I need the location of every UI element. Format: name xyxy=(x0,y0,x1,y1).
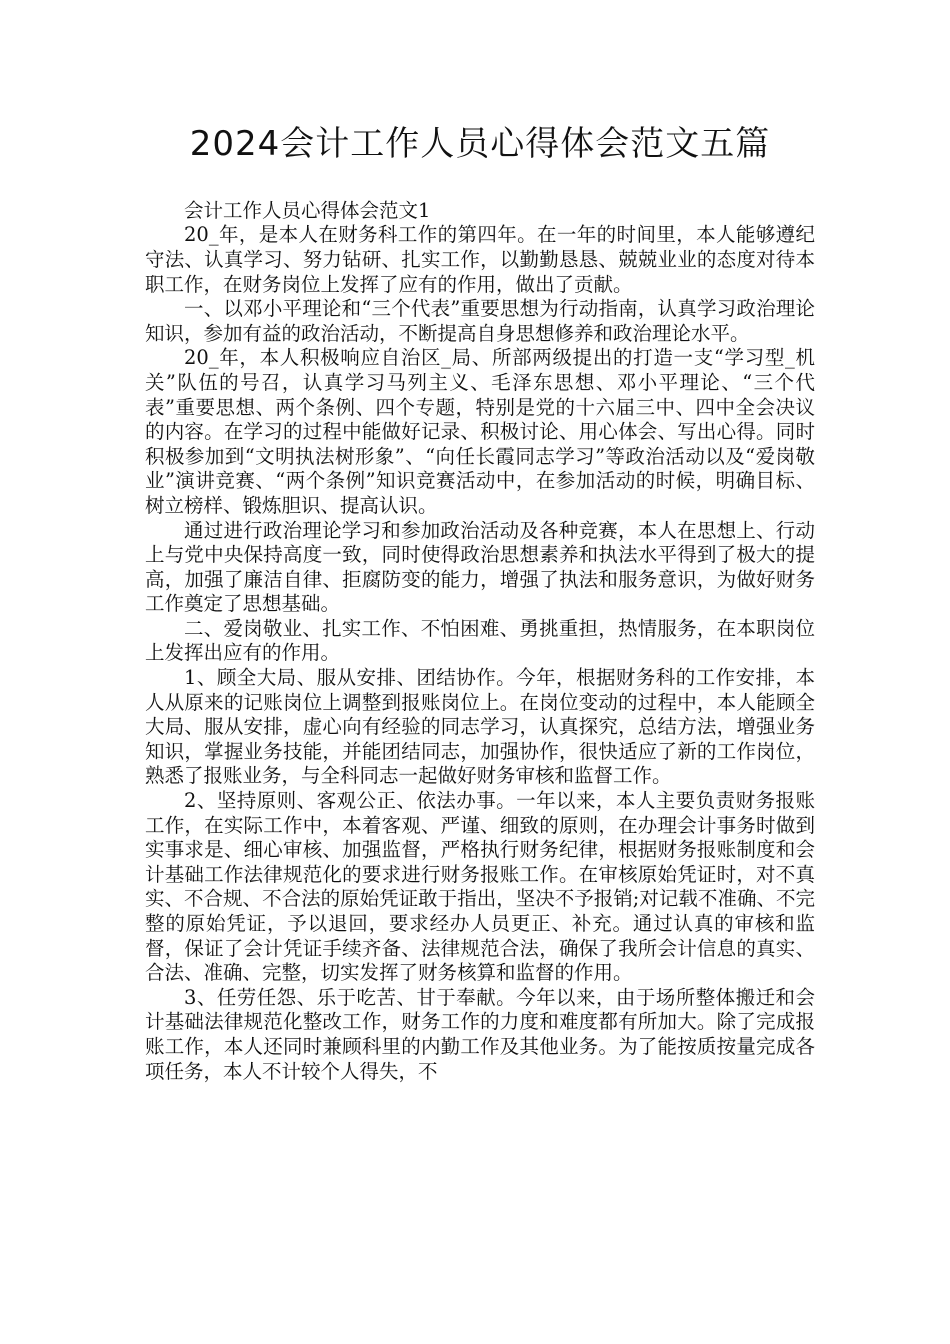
paragraph: 二、爱岗敬业、扎实工作、不怕困难、勇挑重担，热情服务，在本职岗位上发挥出应有的作用。 xyxy=(145,616,815,665)
paragraph: 20_年，本人积极响应自治区_局、所部两级提出的打造一支“学习型_机关”队伍的号召，认真学习马列主义、毛泽东思想、邓小平理论、“三个代表”重要思想、两个条例、四个专题，特别是党的十六届三中、四中全会决议的内容。在学习的过程中能做好记录、积极讨论、用心体会、写出心得。同时积极参加到“文明执法树形象”、“向任长霞同志学习”等政治活动以及“爱岗敬业”演讲竞赛、“两个条例”知识竞赛活动中，在参加活动的时候，明确目标、树立榜样、锻炼胆识、提高认识。 xyxy=(145,346,815,517)
paragraph: 1、顾全大局、服从安排、团结协作。今年，根据财务科的工作安排，本人从原来的记账岗位上调整到报账岗位上。在岗位变动的过程中，本人能顾全大局、服从安排，虚心向有经验的同志学习，认真探究，总结方法，增强业务知识，掌握业务技能，并能团结同志，加强协作，很快适应了新的工作岗位，熟悉了报账业务，与全科同志一起做好财务审核和监督工作。 xyxy=(145,666,815,788)
document-title: 2024会计工作人员心得体会范文五篇 xyxy=(189,124,771,164)
paragraph: 一、以邓小平理论和“三个代表”重要思想为行动指南，认真学习政治理论知识，参加有益的政治活动，不断提高自身思想修养和政治理论水平。 xyxy=(145,297,815,345)
paragraph: 3、任劳任怨、乐于吃苦、甘于奉献。今年以来，由于场所整体搬迁和会计基础法律规范化整改工作，财务工作的力度和难度都有所加大。除了完成报账工作，本人还同时兼顾科里的内勤工作及其他业务。为了能按质按量完成各项任务，本人不计较个人得失，不 xyxy=(145,985,815,1083)
paragraph: 通过进行政治理论学习和参加政治活动及各种竞赛，本人在思想上、行动上与党中央保持高度一致，同时使得政治思想素养和执法水平得到了极大的提高，加强了廉洁自律、拒腐防变的能力，增强了执法和服务意识，为做好财务工作奠定了思想基础。 xyxy=(145,518,815,616)
paragraph-subtitle: 会计工作人员心得体会范文1 xyxy=(184,198,431,222)
paragraph: 2、坚持原则、客观公正、依法办事。一年以来，本人主要负责财务报账工作，在实际工作中，本着客观、严谨、细致的原则，在办理会计事务时做到实事求是、细心审核、加强监督，严格执行财务纪律，根据财务报账制度和会计基础工作法律规范化的要求进行财务报账工作。在审核原始凭证时，对不真实、不合规、不合法的原始凭证敢于指出，坚决不予报销;对记载不准确、不完整的原始凭证，予以退回，要求经办人员更正、补充。通过认真的审核和监督，保证了会计凭证手续齐备、法律规范合法，确保了我所会计信息的真实、合法、准确、完整，切实发挥了财务核算和监督的作用。 xyxy=(145,789,815,985)
document-body xyxy=(145,199,815,1084)
paragraph: 20_年，是本人在财务科工作的第四年。在一年的时间里，本人能够遵纪守法、认真学习、努力钻研、扎实工作，以勤勤恳恳、兢兢业业的态度对待本职工作，在财务岗位上发挥了应有的作用，做出了贡献。 xyxy=(145,223,815,296)
